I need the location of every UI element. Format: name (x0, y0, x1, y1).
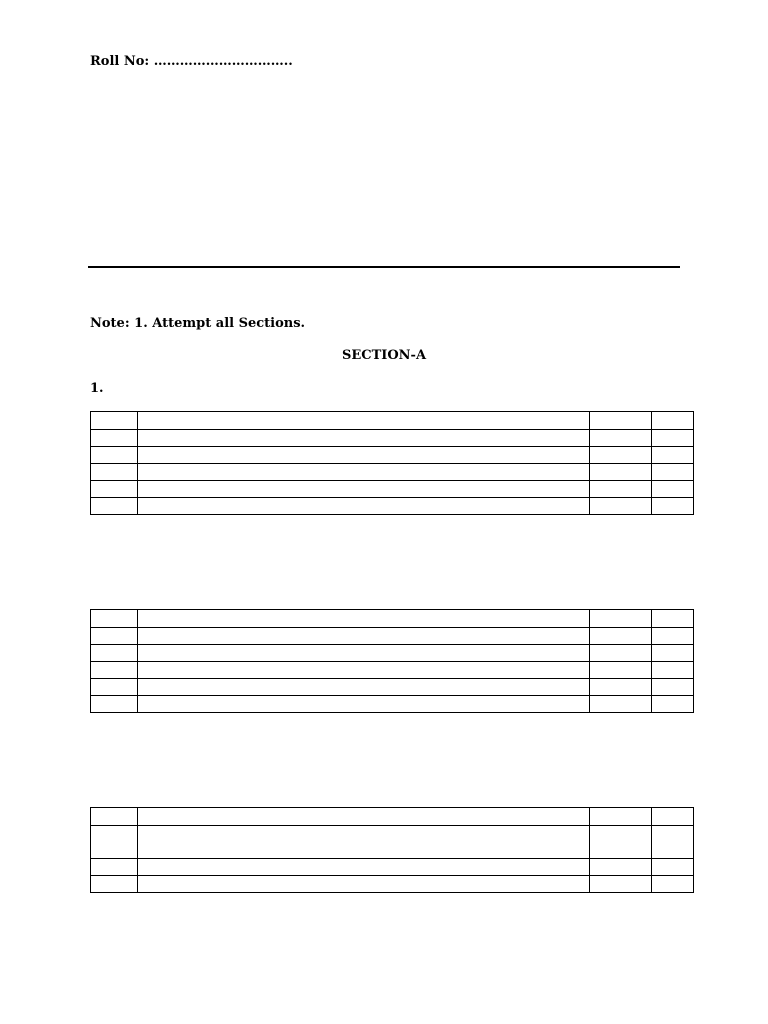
table-row (91, 679, 694, 696)
table-cell-sno (91, 498, 138, 515)
table-row (91, 645, 694, 662)
table-cell-sno (91, 628, 138, 645)
table-cell-co (590, 859, 652, 876)
table-row (91, 826, 694, 859)
table-cell-co (590, 679, 652, 696)
table-cell-sno (91, 662, 138, 679)
table-cell-sno (91, 645, 138, 662)
table-row (91, 628, 694, 645)
table-cell-marks (652, 628, 694, 645)
table-row (91, 859, 694, 876)
table-row (91, 412, 694, 430)
table-cell-sno (91, 412, 138, 430)
table-cell-co (590, 481, 652, 498)
table-row (91, 610, 694, 628)
table-cell-co (590, 464, 652, 481)
table-row (91, 662, 694, 679)
table-cell-co (590, 826, 652, 859)
table-cell-co (590, 610, 652, 628)
table-row (91, 481, 694, 498)
table-cell-marks (652, 498, 694, 515)
table-cell-question (138, 826, 590, 859)
table-cell-question (138, 876, 590, 893)
table-cell-question (138, 610, 590, 628)
table-cell-sno (91, 826, 138, 859)
table-cell-sno (91, 859, 138, 876)
table-cell-co (590, 498, 652, 515)
table-row (91, 430, 694, 447)
table-cell-marks (652, 464, 694, 481)
table-row (91, 464, 694, 481)
table-cell-sno (91, 696, 138, 713)
table-cell-marks (652, 679, 694, 696)
table-cell-question (138, 679, 590, 696)
table-row (91, 447, 694, 464)
table-cell-co (590, 628, 652, 645)
table-cell-marks (652, 645, 694, 662)
table-cell-question (138, 859, 590, 876)
table-cell-marks (652, 859, 694, 876)
table-cell-question (138, 412, 590, 430)
table-cell-marks (652, 876, 694, 893)
table-cell-co (590, 662, 652, 679)
header-divider (88, 266, 680, 268)
question-table-1 (90, 411, 694, 515)
table-cell-marks (652, 696, 694, 713)
table-cell-question (138, 464, 590, 481)
table-cell-co (590, 430, 652, 447)
table-cell-marks (652, 412, 694, 430)
table-cell-sno (91, 430, 138, 447)
table-cell-marks (652, 447, 694, 464)
table-cell-sno (91, 876, 138, 893)
table-cell-marks (652, 826, 694, 859)
section-title: SECTION-A (341, 348, 427, 363)
table-cell-question (138, 498, 590, 515)
table-cell-question (138, 481, 590, 498)
table-cell-sno (91, 679, 138, 696)
table-row (91, 808, 694, 826)
table-cell-co (590, 447, 652, 464)
table-cell-question (138, 430, 590, 447)
table-cell-marks (652, 430, 694, 447)
table-cell-sno (91, 808, 138, 826)
table-cell-question (138, 662, 590, 679)
table-row (91, 696, 694, 713)
table-cell-marks (652, 610, 694, 628)
table-cell-question (138, 808, 590, 826)
instructions-note: Note: 1. Attempt all Sections. (90, 316, 306, 331)
roll-number-label: Roll No: ………………………….. (90, 54, 293, 69)
table-cell-sno (91, 610, 138, 628)
table-cell-co (590, 808, 652, 826)
table-cell-question (138, 628, 590, 645)
table-cell-sno (91, 481, 138, 498)
table-cell-question (138, 645, 590, 662)
table-row (91, 876, 694, 893)
table-cell-marks (652, 481, 694, 498)
table-cell-question (138, 447, 590, 464)
table-cell-co (590, 876, 652, 893)
table-cell-question (138, 696, 590, 713)
table-cell-sno (91, 447, 138, 464)
question-table-3 (90, 807, 694, 893)
table-row (91, 498, 694, 515)
question-number: 1. (90, 381, 104, 396)
table-cell-co (590, 645, 652, 662)
question-table-2 (90, 609, 694, 713)
table-cell-marks (652, 662, 694, 679)
table-cell-marks (652, 808, 694, 826)
table-cell-co (590, 412, 652, 430)
table-cell-co (590, 696, 652, 713)
table-cell-sno (91, 464, 138, 481)
